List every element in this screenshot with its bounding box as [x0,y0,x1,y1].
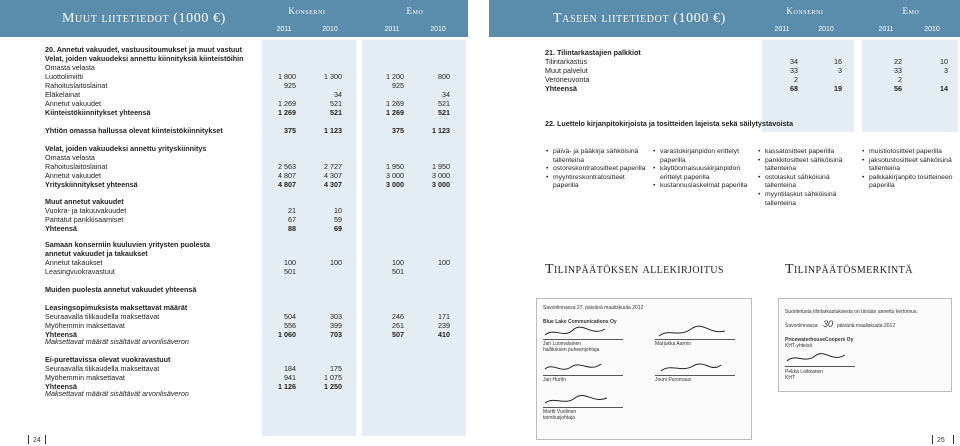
row-hallussa-v4: 1 123 [432,126,450,135]
note-20-sub5: Leasingsopimuksista maksettavat määrät [45,303,188,312]
table-row-value: 4 307 [324,171,342,180]
signature-scribble-5 [543,393,623,407]
left-year-2: 2010 [322,26,338,33]
signature-scribble-4 [655,361,735,375]
table-row-label: Eläkelainat [45,90,81,99]
left-page-number: 24 [33,437,41,444]
signature-scribble-1 [543,325,623,339]
label-omasta-velasta-2: Omasta velasta [45,153,95,162]
table-row-value: 33 [790,66,798,75]
signature-date: Savonlinnassa 27. päivänä maaliskuuta 2012 [543,305,644,311]
signer-2-name: Marjukka Aarnio [655,341,691,347]
table-row-value: 410 [438,330,450,339]
table-row-value: 1 950 [386,162,404,171]
table-row-value: 246 [392,312,404,321]
table-row-value: 2 727 [324,162,342,171]
table-row-label: Kiinteistökiinnitykset yhteensä [45,108,151,117]
left-page-rule [28,435,29,444]
table-row-value: 501 [392,267,404,276]
table-row-value: 59 [334,215,342,224]
table-row-label: Myöhemmin maksettavat [45,321,125,330]
list-item: • jaksotustositteet sähköisinä tallenteina [862,157,958,174]
table-row-value: 1 200 [386,72,404,81]
table-row-value: 1 075 [324,373,342,382]
table-row-value: 703 [330,330,342,339]
table-row-value: 16 [834,57,842,66]
table-row-label: Luottolimiitti [45,72,83,81]
table-row-value: 68 [790,84,798,93]
list-item: • pankkitositteet sähköisinä tallenteina [758,157,858,174]
list-item: • muistiotositteet paperilla [862,148,958,157]
right-year-2: 2010 [818,26,834,33]
table-row-value: 22 [894,57,902,66]
table-row-value: 501 [284,267,296,276]
signature-document [536,298,752,440]
table-row-value: 100 [284,258,296,267]
auditor-title: Tilinpäätösmerkintä [785,262,913,277]
table-row-value: 184 [284,364,296,373]
table-row-value: 56 [894,84,902,93]
left-year-3: 2011 [384,26,400,33]
table-row-value: 1 060 [278,330,296,339]
left-year-1: 2011 [276,26,292,33]
signature-title: Tilinpäätöksen allekirjoitus [545,262,724,277]
table-row-label: Annetut takaukset [45,258,103,267]
left-page-rule-end [45,435,46,444]
sig-line-3 [543,375,623,376]
table-row-label: Seuraavalla tilikaudella maksettavat [45,312,160,321]
note-22-heading: 22. Luettelo kirjanpitokirjoista ja tositteiden lajeista sekä säilytystavoista [545,119,794,128]
table-row-value: 239 [438,321,450,330]
table-row-value: 2 [794,75,798,84]
auditor-line-2a: Savonlinnassa [785,323,818,329]
signer-3-name: Jari Hurtin [543,377,566,383]
right-year-4: 2010 [924,26,940,33]
sig-line-1 [543,339,623,340]
table-row-value: 14 [940,84,948,93]
table-row-value: 100 [330,258,342,267]
table-row-value: 3 000 [386,180,404,189]
table-row-value: 1 126 [278,382,296,391]
signer-1-name: Jari Luomalainen [543,341,582,347]
table-row-value: 1 269 [386,99,404,108]
right-page-rule-end [953,435,954,444]
note-20-sub4a: Samaan konserniin kuuluvien yritysten puolesta [45,240,210,249]
list-item: • kustannuslaskelmat paperilla [653,182,753,191]
list-item: • myyntilaskut sähköisinä tallenteina [758,191,858,208]
table-row-value: 175 [330,364,342,373]
row-hallussa-v2: 1 123 [324,126,342,135]
table-row-value: 3 [838,66,842,75]
table-row-label: Seuraavalla tilikaudella maksettavat [45,364,160,373]
auditor-day: 30 [823,319,834,329]
right-group-konserni: Konserni [786,6,824,16]
table-row-value: 19 [834,84,842,93]
sig-line-2 [655,339,735,340]
table-row-label: Veroneuvonta [545,75,590,84]
signature-scribble-2 [655,325,735,339]
note-21-heading: 21. Tilintarkastajien palkkiot [545,48,641,57]
left-year-4: 2010 [430,26,446,33]
table-row-label: Myöhemmin maksettavat [45,373,125,382]
left-page-title: Muut liitetiedot (1000 €) [62,11,226,26]
table-row-label: Yhteensä [45,224,77,233]
signer-5-role: toimitusjohtaja [543,415,575,421]
table-row-label: Vuokra- ja takuuvakuudet [45,206,127,215]
auditor-name: Pekka Loikkanen [785,369,824,375]
table-row-label: Annetut vakuudet [45,171,101,180]
table-row-value: 1 250 [324,382,342,391]
note-22-col-4 [862,148,958,191]
table-row-label: Tilintarkastus [545,57,588,66]
row-muiden-label: Muiden puolesta annetut vakuudet yhteensä [45,285,197,294]
signature-company: Blue Lake Communications Oy [543,319,617,325]
table-row-value: 171 [438,312,450,321]
table-row-value: 521 [330,99,342,108]
table-row-value: 100 [438,258,450,267]
table-row-value: 3 000 [432,171,450,180]
table-row-value: 521 [330,108,342,117]
table-row-value: 504 [284,312,296,321]
table-row-value: 1 269 [278,108,296,117]
left-group-emo: Emo [406,6,424,16]
sig-line-5 [543,407,623,408]
note-22-col-2 [653,148,753,191]
note-20-subheading: Velat, joiden vakuudeksi annettu kiinnityksiä kiinteistöihin [45,54,244,63]
row-hallussa-label: Yhtiön omassa hallussa olevat kiinteistökiinnitykset [45,126,223,135]
table-row-value: 34 [442,90,450,99]
table-row-value: 34 [334,90,342,99]
table-row-value: 1 800 [278,72,296,81]
table-row-value: 3 000 [386,171,404,180]
list-item: • ostoreskontratositteet paperilla [546,165,646,174]
signer-4-name: Jouni Puromaus [655,377,692,383]
sig-line-4 [655,375,735,376]
table-row-value: 3 [944,66,948,75]
table-row-value: 4 807 [278,180,296,189]
auditor-line-1: Suoritetusta tilintarkastuksesta on tänään annettu kertomus. [785,309,918,315]
table-row-value: 67 [288,215,296,224]
table-row-value: 2 [898,75,902,84]
table-row-value: 100 [392,258,404,267]
table-row-value: 521 [438,99,450,108]
table-row-value: 556 [284,321,296,330]
table-row-value: 925 [284,81,296,90]
table-row-value: 4 807 [278,171,296,180]
table-row-value: 3 000 [432,180,450,189]
auditor-role: KHT [785,375,795,381]
label-omasta-velasta: Omasta velasta [45,63,95,72]
auditor-document [778,298,952,392]
auditor-sig-line [785,366,855,367]
right-group-emo: Emo [902,6,920,16]
table-row-value: 925 [392,81,404,90]
table-row-value: 1 300 [324,72,342,81]
list-item: • päivä- ja pääkirja sähköisinä tallenteina [546,148,646,165]
right-year-3: 2011 [878,26,894,33]
table-row-value: 399 [330,321,342,330]
table-row-value: 303 [330,312,342,321]
table-row-value: 69 [334,224,342,233]
right-year-1: 2011 [774,26,790,33]
note-20-sub4b: annetut vakuudet ja takaukset [45,249,148,258]
table-row-value: 941 [284,373,296,382]
auditor-firm-role: KHT-yhteisö [785,343,813,349]
right-page-rule [932,435,933,444]
list-item: • myyntireskontratositteet paperilla [546,174,646,191]
list-item: • palkkakirjanpito tositteineen paperilla [862,174,958,191]
table-row-value: 88 [288,224,296,233]
note-20-italic5: Maksettavat määrät sisältävät arvonlisäveron [45,337,189,346]
note-22-col-3 [758,148,858,208]
table-row-value: 800 [438,72,450,81]
table-row-value: 1 269 [278,99,296,108]
right-page-title: Taseen liitetiedot (1000 €) [553,11,726,26]
note-20-heading: 20. Annetut vakuudet, vastuusitoumukset ja muut vastuut [45,45,243,54]
auditor-signature-scribble [785,351,855,365]
list-item: • kassatositteet paperilla [758,148,858,157]
left-group-konserni: Konserni [288,6,326,16]
table-row-value: 10 [334,206,342,215]
right-page-number: 25 [937,437,945,444]
table-row-label: Yrityskiinnitykset yhteensä [45,180,138,189]
table-row-label: Rahoituslaitoslainat [45,81,108,90]
table-row-label: Leasingvuokravastuut [45,267,115,276]
list-item: • varastokirjanpidon erittelyt paperilla [653,148,753,165]
table-row-label: Yhteensä [45,330,77,339]
note-20-sub6: Ei-purettavissa olevat vuokravastuut [45,355,171,364]
note-20-italic6: Maksettavat määrät sisältävät arvonlisäveron [45,389,189,398]
table-row-label: Yhteensä [545,84,577,93]
note-20-sub3: Muut annetut vakuudet [45,197,124,206]
table-row-value: 261 [392,321,404,330]
signer-5-name: Martti Vuolinen [543,409,577,415]
table-row-value: 1 269 [386,108,404,117]
table-row-value: 2 563 [278,162,296,171]
signer-1-role: hallituksen puheenjohtaja [543,347,600,353]
signature-scribble-3 [543,361,623,375]
table-row-label: Pantatut pankkisaamiset [45,215,124,224]
table-row-label: Annetut vakuudet [45,99,101,108]
table-row-value: 521 [438,108,450,117]
table-row-value: 33 [894,66,902,75]
row-hallussa-v3: 375 [392,126,404,135]
table-row-value: 34 [790,57,798,66]
row-hallussa-v1: 375 [284,126,296,135]
table-row-label: Muut palvelut [545,66,588,75]
auditor-firm: PricewaterhouseCoopers Oy [785,337,854,343]
table-row-value: 21 [288,206,296,215]
table-row-label: Rahoituslaitoslainat [45,162,108,171]
note-20-sub2: Velat, joiden vakuudeksi annettu yrityskiinnitys [45,144,207,153]
table-row-value: 10 [940,57,948,66]
list-item: • käyttöomaisuuskirjanpidon erittelyt paperilla [653,165,753,182]
table-row-value: 4 307 [324,180,342,189]
auditor-line-2b: päivänä maaliskuuta 2012 [837,323,896,329]
note-22-col-1 [546,148,646,191]
table-row-value: 1 950 [432,162,450,171]
table-row-label: Yhteensä [45,382,77,391]
table-row-value: 507 [392,330,404,339]
list-item: • ostolaskut sähköisinä tallenteina [758,174,858,191]
